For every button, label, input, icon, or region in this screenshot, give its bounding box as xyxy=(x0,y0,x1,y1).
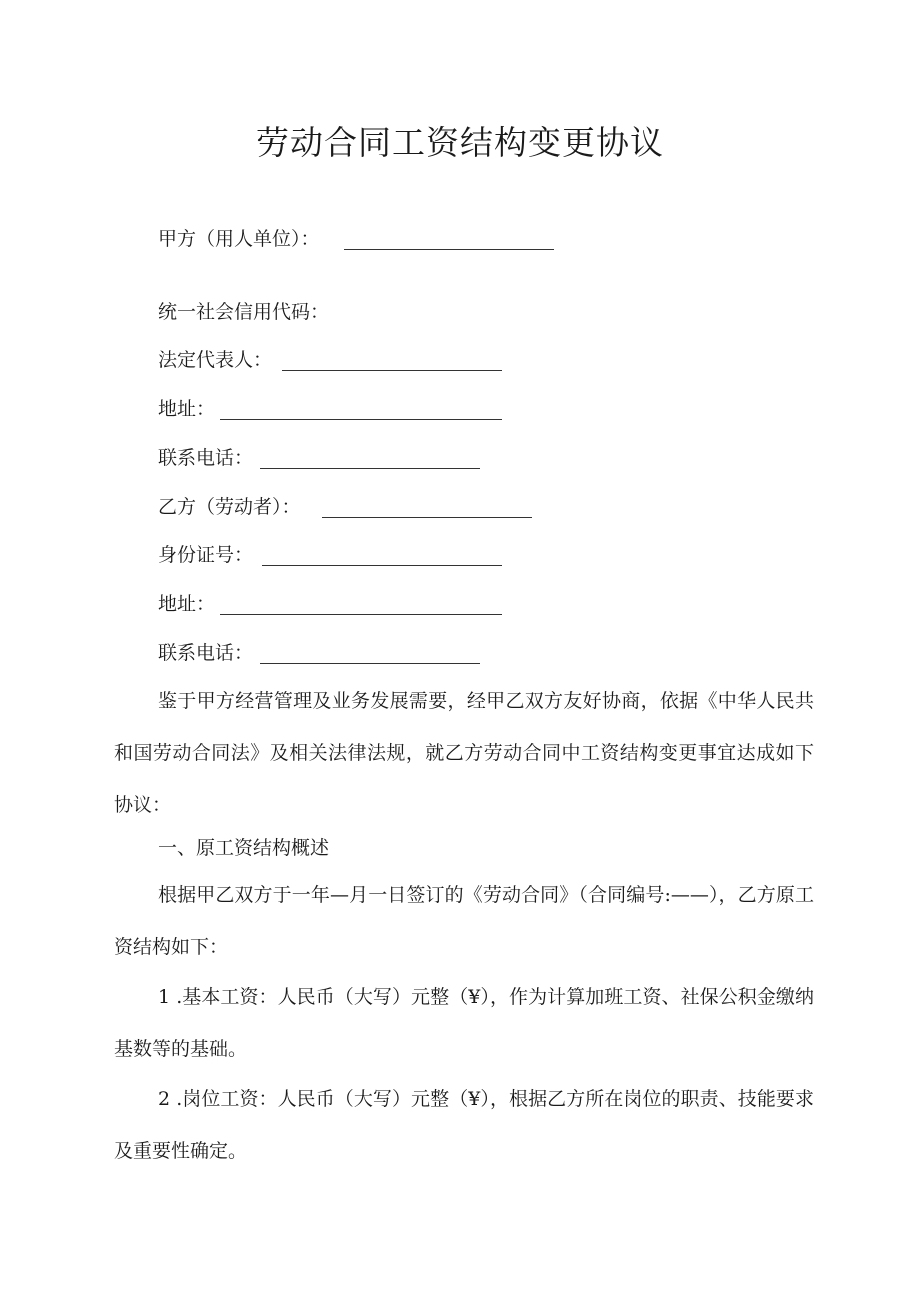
party-b-label: 乙方（劳动者）： xyxy=(158,496,301,518)
party-b-address-field xyxy=(158,589,215,619)
document-title: 劳动合同工资结构变更协议 xyxy=(256,123,664,162)
party-a-blank xyxy=(344,249,554,250)
party-a-phone-blank xyxy=(260,468,480,469)
party-b-phone-blank xyxy=(260,663,480,664)
section1-heading: 一、原工资结构概述 xyxy=(158,837,330,859)
legal-rep-label: 法定代表人： xyxy=(158,349,273,371)
party-a-address-blank xyxy=(220,419,502,420)
party-b-field xyxy=(158,492,301,522)
party-a-label: 甲方（用人单位）： xyxy=(158,228,320,250)
party-b-blank xyxy=(322,517,532,518)
legal-rep-blank xyxy=(282,370,502,371)
legal-rep-field xyxy=(158,345,272,375)
party-a-address-label: 地址： xyxy=(158,398,216,420)
section1-item1-paragraph: 1 .基本工资：人民币（大写）元整（¥），作为计算加班工资、社保公积金缴纳基数等的基础。 xyxy=(114,986,814,1060)
section1-intro-paragraph: 根据甲乙双方于一年—月一日签订的《劳动合同》（合同编号:——），乙方原工资结构如下： xyxy=(114,884,814,958)
party-b-phone-label: 联系电话： xyxy=(158,642,254,664)
party-b-address-label: 地址： xyxy=(158,593,216,615)
party-b-phone-field xyxy=(158,638,253,668)
party-a-field xyxy=(158,224,320,254)
party-b-address-blank xyxy=(220,614,502,615)
section1-item2-paragraph: 2 .岗位工资：人民币（大写）元整（¥），根据乙方所在岗位的职责、技能要求及重要性确定。 xyxy=(114,1088,814,1162)
party-b-id-field xyxy=(158,540,253,570)
preamble-paragraph: 鉴于甲方经营管理及业务发展需要，经甲乙双方友好协商，依据《中华人民共和国劳动合同法》及相关法律法规，就乙方劳动合同中工资结构变更事宜达成如下协议： xyxy=(114,690,814,816)
party-b-id-blank xyxy=(262,565,502,566)
credit-code-field xyxy=(158,297,329,327)
credit-code-label: 统一社会信用代码： xyxy=(158,301,330,323)
party-a-address-field xyxy=(158,394,215,424)
party-a-phone-label: 联系电话： xyxy=(158,447,254,469)
party-b-id-label: 身份证号： xyxy=(158,544,254,566)
party-a-phone-field xyxy=(158,443,253,473)
